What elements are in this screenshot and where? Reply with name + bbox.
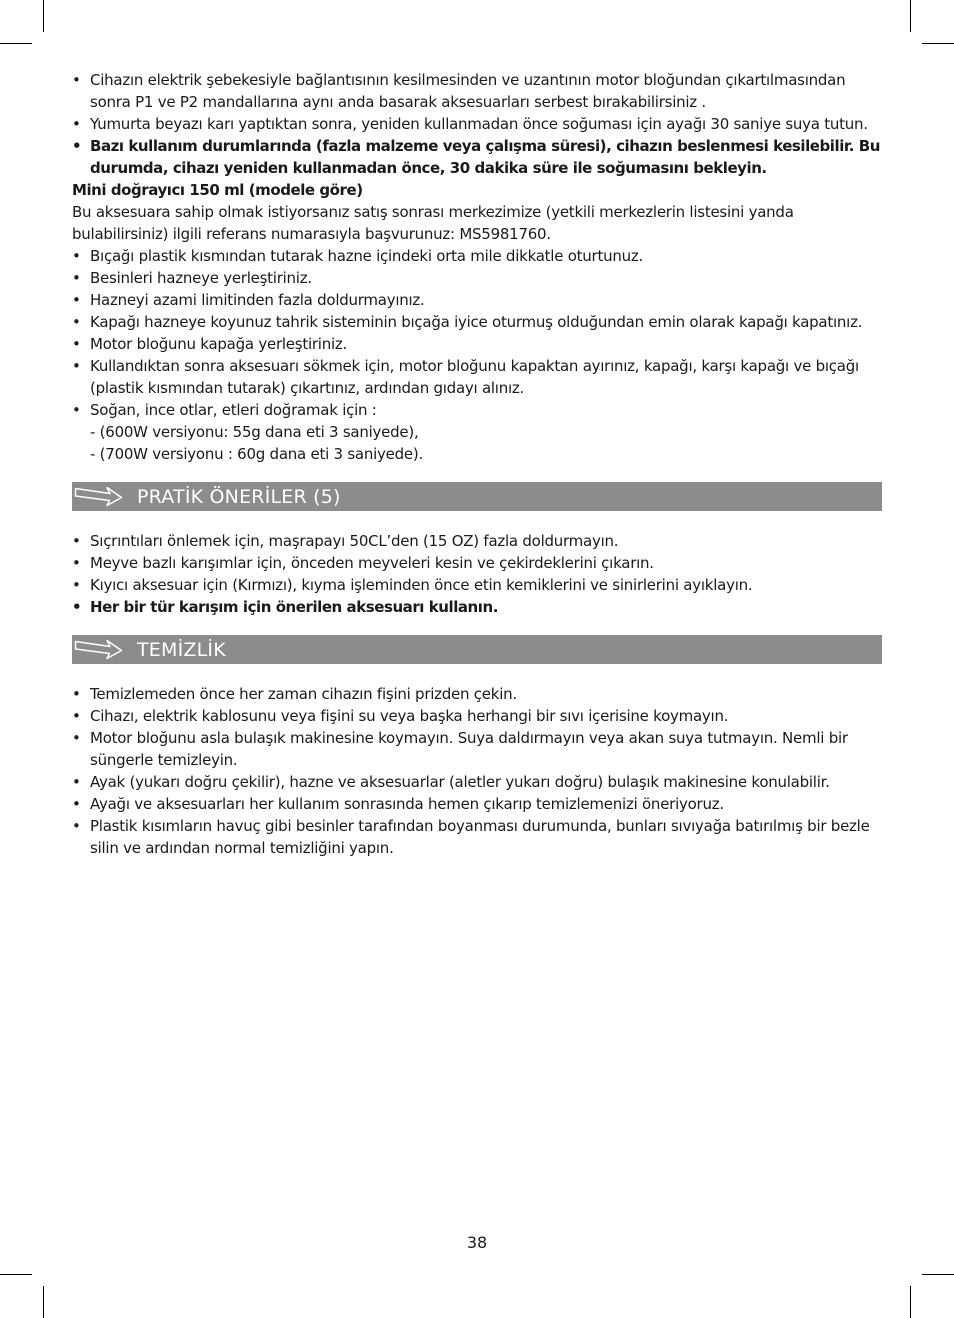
list-item-text: Motor bloğunu asla bulaşık makinesine koymayın. Suya daldırmayın veya akan suya tutmayın. Nemli bir süngerle temizleyin. [90, 729, 848, 769]
list-item-text: Cihazı, elektrik kablosunu veya fişini su veya başka herhangi bir sıvı içerisine koymayın. [90, 707, 729, 725]
crop-mark-bottom-right-horizontal [922, 1274, 954, 1275]
crop-mark-bottom-left-horizontal [0, 1274, 32, 1275]
list-item-text: Bazı kullanım durumlarında (fazla malzeme veya çalışma süresi), cihazın beslenmesi kesilebilir. Bu durumda, cihazı yeniden kullanmadan önce, 30 dakika süre ile soğumasını bekleyin. [90, 137, 880, 177]
bullet-dot: • [72, 313, 81, 331]
mini-chopper-heading: Mini doğrayıcı 150 ml (modele göre) [72, 181, 363, 199]
crop-mark-top-left-vertical [43, 0, 44, 32]
temizlik-bullet-list [72, 683, 882, 859]
bullet-dot: • [72, 247, 81, 265]
bullet-dot: • [72, 817, 81, 835]
list-item [72, 113, 882, 135]
list-item-text: Motor bloğunu kapağa yerleştiriniz. [90, 335, 348, 353]
bullet-dot: • [72, 576, 81, 594]
bullet-dot: • [72, 137, 82, 155]
list-item [72, 333, 882, 355]
list-item-text: Hazneyi azami limitinden fazla doldurmayınız. [90, 291, 425, 309]
list-item [72, 683, 882, 705]
list-item [72, 267, 882, 289]
bullet-dot: • [72, 115, 81, 133]
list-item-text: Bıçağı plastik kısmından tutarak hazne içindeki orta mile dikkatle oturtunuz. [90, 247, 643, 265]
list-item-text: Besinleri hazneye yerleştiriniz. [90, 269, 312, 287]
bullet-dot: • [72, 773, 81, 791]
list-item [72, 705, 882, 727]
list-item [72, 69, 882, 113]
arrow-right-outline-icon [74, 485, 124, 511]
list-item-text: Cihazın elektrik şebekesiyle bağlantısının kesilmesinden ve uzantının motor bloğundan çıkartılmasından sonra P1 ve P2 mandallarına aynı anda basarak aksesuarları serbest bırakabilirsiniz . [90, 71, 846, 111]
list-item [72, 815, 882, 859]
list-item-text: Yumurta beyazı karı yaptıktan sonra, yeniden kullanmadan önce soğuması için ayağı 30 saniye suya tutun. [90, 115, 868, 133]
mini-chopper-intro: Bu aksesuara sahip olmak istiyorsanız satış sonrası merkezimize (yetkili merkezlerin listesini yanda bulabilirsiniz) ilgili referans numarasıyla başvurunuz: MS5981760. [72, 203, 794, 243]
list-item-text: Ayağı ve aksesuarları her kullanım sonrasında hemen çıkarıp temizlemenizi öneriyoruz. [90, 795, 724, 813]
bullet-dot: • [72, 401, 81, 419]
bullet-dot: • [72, 554, 81, 572]
list-item [72, 530, 882, 552]
bullet-dot: • [72, 335, 81, 353]
arrow-right-outline-icon [74, 638, 124, 664]
bullet-dot: • [72, 598, 82, 616]
list-item-text: Plastik kısımların havuç gibi besinler tarafından boyanması durumunda, bunları sıvıyağa batırılmış bir bezle silin ve ardından normal temizliğini yapın. [90, 817, 870, 857]
section-header-temizlik [72, 635, 882, 664]
pratik-bullet-list [72, 530, 882, 618]
list-item-text: Meyve bazlı karışımlar için, önceden meyveleri kesin ve çekirdeklerini çıkarın. [90, 554, 654, 572]
crop-mark-bottom-right-vertical [910, 1286, 911, 1318]
top-bullet-list [72, 69, 882, 179]
list-item [72, 399, 882, 421]
bullet-dot: • [72, 685, 81, 703]
list-item [72, 311, 882, 333]
sub-line: - (600W versiyonu: 55g dana eti 3 saniyede), [90, 423, 419, 441]
crop-mark-top-right-vertical [910, 0, 911, 32]
bullet-dot: • [72, 729, 81, 747]
list-item [72, 289, 882, 311]
page-content [72, 69, 882, 859]
bullet-dot: • [72, 357, 81, 375]
page-number: 38 [466, 1233, 488, 1252]
list-item-text: Kullandıktan sonra aksesuarı sökmek için, motor bloğunu kapaktan ayırınız, kapağı, karşı kapağı ve bıçağı (plastik kısmından tutarak) çıkartınız, ardından gıdayı alınız. [90, 357, 859, 397]
list-item-text: Her bir tür karışım için önerilen aksesuarı kullanın. [90, 598, 498, 616]
list-item-bold [72, 135, 882, 179]
bullet-dot: • [72, 269, 81, 287]
list-item-text: Kıyıcı aksesuar için (Kırmızı), kıyma işleminden önce etin kemiklerini ve sinirlerini ayıklayın. [90, 576, 753, 594]
list-item [72, 771, 882, 793]
list-item-text: Soğan, ince otlar, etleri doğramak için : [90, 401, 377, 419]
mini-chopper-bullet-list [72, 245, 882, 465]
bullet-dot: • [72, 532, 81, 550]
bullet-dot: • [72, 795, 81, 813]
crop-mark-bottom-left-vertical [43, 1286, 44, 1318]
list-item-text: Kapağı hazneye koyunuz tahrik sisteminin bıçağa iyice oturmuş olduğundan emin olarak kapağı kapatınız. [90, 313, 863, 331]
section-header-pratik [72, 482, 882, 511]
crop-mark-top-right-horizontal [922, 43, 954, 44]
list-item [72, 727, 882, 771]
list-item-text: Ayak (yukarı doğru çekilir), hazne ve aksesuarlar (aletler yukarı doğru) bulaşık makinesine konulabilir. [90, 773, 830, 791]
bullet-dot: • [72, 291, 81, 309]
list-item-text: Sıçrıntıları önlemek için, maşrapayı 50CL’den (15 OZ) fazla doldurmayın. [90, 532, 619, 550]
crop-mark-top-left-horizontal [0, 43, 32, 44]
section-title: PRATİK ÖNERİLER (5) [137, 486, 341, 508]
list-item [72, 793, 882, 815]
list-item [72, 355, 882, 399]
list-item [72, 245, 882, 267]
list-item [72, 552, 882, 574]
bullet-dot: • [72, 707, 81, 725]
list-item-bold [72, 596, 882, 618]
list-item [72, 574, 882, 596]
section-title: TEMİZLİK [137, 639, 226, 661]
list-item-text: Temizlemeden önce her zaman cihazın fişini prizden çekin. [90, 685, 517, 703]
sub-line: - (700W versiyonu : 60g dana eti 3 saniyede). [90, 445, 423, 463]
bullet-dot: • [72, 71, 81, 89]
